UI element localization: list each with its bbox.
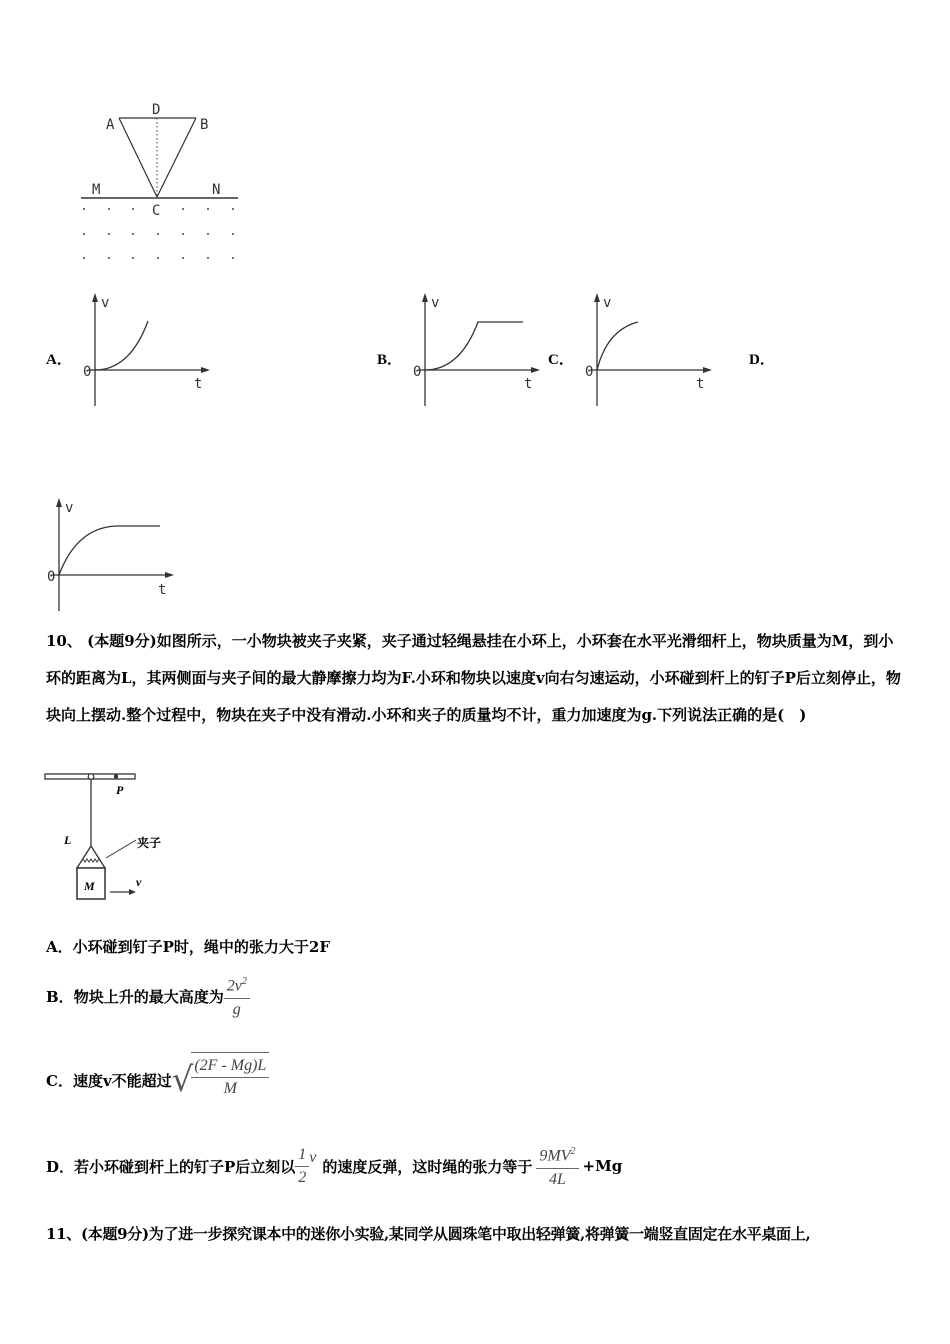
option-b-label: B． bbox=[377, 352, 403, 368]
label-d: D bbox=[152, 102, 161, 118]
origin-label: 0 bbox=[585, 364, 594, 380]
q10-option-d bbox=[46, 1136, 622, 1196]
nail-p bbox=[114, 774, 118, 778]
option-b-text: 物块上升的最大高度为 bbox=[73, 987, 224, 1006]
option-c-numerator: (2F - Mg)L bbox=[194, 1057, 267, 1074]
label-n: N bbox=[212, 182, 221, 198]
option-c-sqrt bbox=[172, 1052, 270, 1108]
option-c-denominator: M bbox=[223, 1080, 237, 1097]
q10-option-b bbox=[46, 968, 250, 1024]
option-a-label: A． bbox=[46, 352, 72, 368]
v-label: v bbox=[101, 295, 110, 311]
t-label: t bbox=[194, 376, 203, 392]
question-10-text: 10、 (本题9分)如图所示，一小物块被夹子夹紧，夹子通过轻绳悬挂在小环上，小环套在水平光滑细杆上，物块质量为M，到小环的距离为L，其两侧面与夹子间的最大静摩擦力均为F.小环和物块以速度v向右匀速运动，小环碰到杆上的钉子P后立刻停止，物块向上摆动.整个过程中，物块在夹子中没有滑动.小环和夹子的质量均不计，重力加速度为g.下列说法正确的是( ) bbox=[46, 632, 901, 724]
option-d-text-after: +Mg bbox=[582, 1157, 623, 1175]
small-ring bbox=[88, 774, 94, 780]
t-label: t bbox=[158, 582, 167, 598]
label-m: M bbox=[92, 182, 101, 198]
label-a: A bbox=[106, 117, 115, 133]
label-clip: 夹子 bbox=[137, 836, 162, 850]
option-d-frac2-denominator: 4L bbox=[549, 1170, 566, 1188]
option-d-frac1-numerator: 1 bbox=[298, 1145, 307, 1163]
clip-pointer-line bbox=[106, 840, 136, 858]
origin-label: 0 bbox=[413, 364, 422, 380]
option-d-fraction-half bbox=[295, 1144, 309, 1189]
option-c-letter: C． bbox=[46, 1071, 73, 1090]
option-b-vt-graph bbox=[408, 290, 548, 410]
label-v: v bbox=[136, 875, 142, 889]
option-c-text: 速度v不能超过 bbox=[72, 1071, 172, 1090]
option-d-vt-graph bbox=[42, 495, 182, 615]
option-d-frac2-numerator: 9MV bbox=[539, 1147, 571, 1165]
label-b: B bbox=[200, 117, 209, 133]
vt-curve bbox=[95, 321, 148, 370]
option-a-text: 小环碰到钉子P时，绳中的张力大于2F bbox=[72, 938, 331, 956]
option-c-label: C． bbox=[548, 352, 574, 368]
clip-pendulum-figure bbox=[44, 770, 174, 905]
option-b-numerator-exponent: 2 bbox=[241, 976, 247, 988]
origin-label: 0 bbox=[83, 364, 92, 380]
option-d-text-before: 若小环碰到杆上的钉子P后立刻以 bbox=[74, 1157, 296, 1176]
question-11-text: 11、(本题9分)为了进一步探究课本中的迷你小实验,某同学从圆珠笔中取出轻弹簧,将弹簧一端竖直固定在水平桌面上, bbox=[46, 1225, 811, 1243]
triangle-edge-ac bbox=[119, 118, 157, 197]
t-axis-arrow bbox=[531, 367, 540, 373]
option-d-label: D． bbox=[749, 352, 775, 368]
v-axis-arrow bbox=[92, 293, 98, 302]
triangle-edge-bc bbox=[157, 118, 196, 197]
option-d-letter: D． bbox=[46, 1157, 75, 1176]
option-b-letter: B． bbox=[46, 987, 74, 1006]
v-axis-arrow bbox=[56, 498, 62, 507]
option-d-variable: v bbox=[309, 1149, 317, 1166]
option-d-fraction-tension bbox=[536, 1141, 578, 1190]
q10-option-c bbox=[46, 1050, 269, 1110]
label-m: M bbox=[84, 879, 95, 893]
t-axis-arrow bbox=[703, 367, 712, 373]
clip bbox=[77, 846, 105, 868]
option-b-denominator: g bbox=[232, 1000, 241, 1018]
option-b-fraction bbox=[224, 971, 250, 1020]
option-d-frac1-denominator: 2 bbox=[298, 1168, 307, 1186]
t-axis-arrow bbox=[165, 572, 174, 578]
v-label: v bbox=[65, 500, 74, 516]
option-c-vt-graph bbox=[580, 290, 720, 410]
v-label: v bbox=[431, 295, 440, 311]
v-label: v bbox=[603, 295, 612, 311]
option-d-frac2-exponent: 2 bbox=[570, 1146, 576, 1158]
velocity-arrow-head bbox=[129, 889, 136, 895]
label-c: C bbox=[152, 203, 161, 219]
option-d-text-middle: 的速度反弹，这时绳的张力等于 bbox=[322, 1157, 533, 1176]
vt-curve bbox=[59, 526, 160, 575]
origin-label: 0 bbox=[47, 569, 56, 585]
v-axis-arrow bbox=[422, 293, 428, 302]
option-b-numerator: 2v bbox=[226, 977, 242, 995]
triangle-field-diagram bbox=[76, 98, 246, 268]
option-a-vt-graph bbox=[78, 290, 218, 410]
radical-sign: √ bbox=[171, 1060, 194, 1100]
t-label: t bbox=[524, 376, 533, 392]
v-axis-arrow bbox=[594, 293, 600, 302]
t-axis-arrow bbox=[201, 367, 210, 373]
vt-curve bbox=[597, 322, 638, 370]
vt-curve bbox=[425, 322, 523, 370]
t-label: t bbox=[696, 376, 705, 392]
option-c-fraction bbox=[191, 1055, 269, 1100]
q10-option-a bbox=[46, 936, 330, 957]
option-a-letter: A． bbox=[46, 938, 73, 956]
clip-spring bbox=[81, 859, 101, 862]
label-l: L bbox=[64, 833, 72, 847]
label-p: P bbox=[116, 783, 124, 797]
